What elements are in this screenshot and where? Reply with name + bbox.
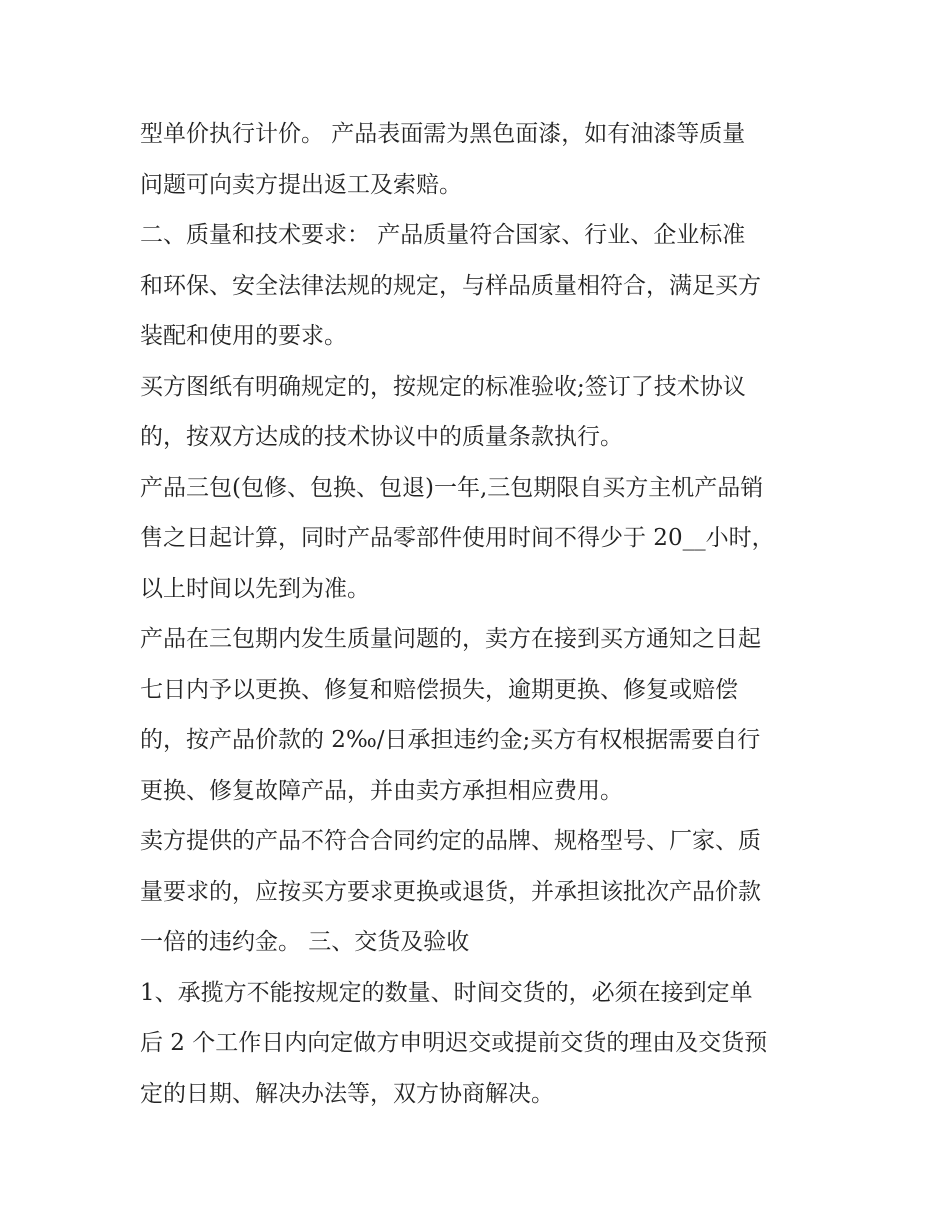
paragraph-pricing-paint [140, 109, 820, 210]
text-line: 后 2 个工作日内向定做方申明迟交或提前交货的理由及交货预 [140, 1030, 768, 1056]
text-line: 售之日起计算，同时产品零部件使用时间不得少于 20__小时， [140, 525, 775, 551]
text-line: 更换、修复故障产品，并由卖方承担相应费用。 [140, 777, 623, 804]
text-line: 一倍的违约金。 三、交货及验收 [140, 929, 470, 955]
paragraph-quality-requirements [140, 210, 820, 362]
text-line: 卖方提供的产品不符合合同约定的品牌、规格型号、厂家、质 [140, 828, 761, 854]
text-line: 买方图纸有明确规定的，按规定的标准验收;签订了技术协议 [140, 373, 746, 400]
text-line: 1、承揽方不能按规定的数量、时间交货的，必须在接到定单 [140, 979, 753, 1006]
text-line: 和环保、安全法律法规的规定，与样品质量相符合，满足买方 [140, 272, 761, 299]
text-line: 二、质量和技术要求： 产品质量符合国家、行业、企业标准 [140, 222, 746, 248]
paragraph-warranty [140, 463, 820, 615]
text-line: 产品三包(包修、包换、包退)一年,三包期限自买方主机产品销 [140, 474, 764, 501]
text-line: 七日内予以更换、修复和赔偿损失，逾期更换、修复或赔偿 [140, 676, 738, 703]
document-body [140, 109, 820, 1119]
text-line: 量要求的，应按买方要求更换或退货，并承担该批次产品价款 [140, 878, 761, 905]
text-line: 产品在三包期内发生质量问题的，卖方在接到买方通知之日起 [140, 626, 761, 652]
text-line: 的，按产品价款的 2‰/日承担违约金;买方有权根据需要自行 [140, 727, 761, 753]
text-line: 型单价执行计价。 产品表面需为黑色面漆，如有油漆等质量 [140, 121, 746, 147]
paragraph-delivery-clause-1 [140, 968, 820, 1120]
text-line: 装配和使用的要求。 [140, 323, 347, 349]
paragraph-warranty-repair [140, 614, 820, 816]
text-line: 定的日期、解决办法等，双方协商解决。 [140, 1080, 554, 1107]
text-line: 以上时间以先到为准。 [140, 575, 370, 602]
paragraph-nonconforming-goods [140, 816, 820, 968]
paragraph-drawing-acceptance [140, 362, 820, 463]
text-line: 问题可向卖方提出返工及索赔。 [140, 171, 462, 198]
text-line: 的，按双方达成的技术协议中的质量条款执行。 [140, 424, 623, 450]
